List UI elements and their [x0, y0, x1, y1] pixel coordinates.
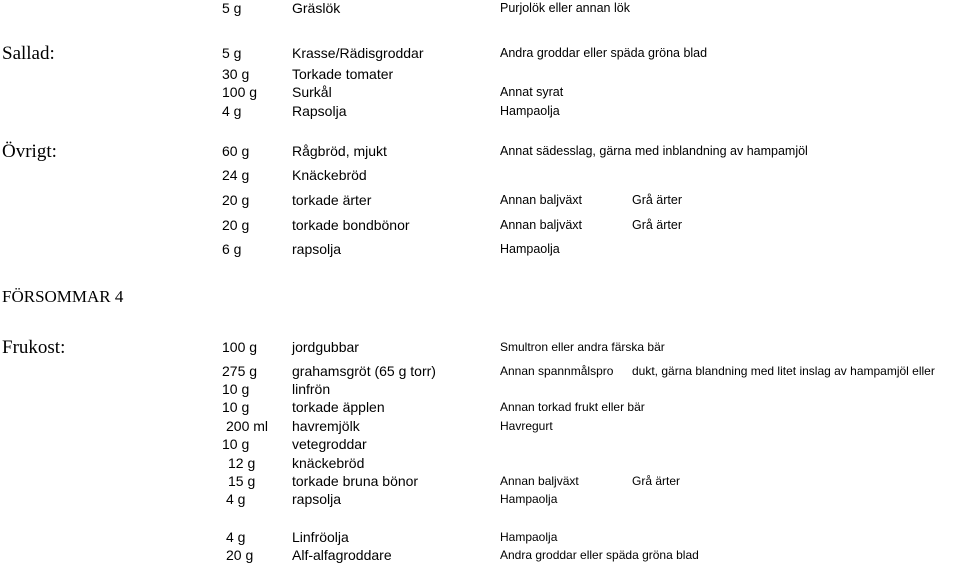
table-row	[0, 379, 960, 399]
alternative: Annan torkad frukt eller bär	[500, 400, 645, 414]
table-row	[0, 141, 960, 161]
table-row	[0, 337, 960, 357]
ingredient-name: rapsolja	[292, 241, 342, 257]
alternative: Annat syrat	[500, 85, 564, 99]
alternative: Hampaolja	[500, 530, 558, 544]
ingredient-name: torkade äpplen	[292, 399, 385, 415]
table-row	[0, 527, 960, 547]
quantity: 10 g	[222, 399, 250, 415]
ingredient-name: torkade ärter	[292, 192, 372, 208]
alternative-2: Grå ärter	[632, 218, 683, 232]
ingredient-name: vetegroddar	[292, 436, 367, 452]
alternative: Andra groddar eller späda gröna blad	[500, 46, 708, 60]
alternative-2: Grå ärter	[632, 193, 683, 207]
quantity: 60 g	[222, 143, 250, 159]
table-row	[0, 101, 960, 121]
section-label: Frukost:	[2, 337, 66, 358]
quantity: 5 g	[222, 0, 242, 16]
alternative: Annan baljväxt	[500, 474, 579, 488]
ingredient-name: Knäckebröd	[292, 167, 367, 183]
table-row	[0, 397, 960, 417]
table-row	[0, 64, 960, 84]
ingredient-name: knäckebröd	[292, 455, 365, 471]
quantity: 20 g	[222, 217, 250, 233]
quantity: 20 g	[222, 192, 250, 208]
alternative: Annan baljväxt	[500, 193, 583, 207]
ingredient-name: torkade bruna bönor	[292, 473, 419, 489]
quantity: 20 g	[226, 547, 254, 563]
quantity: 6 g	[222, 241, 242, 257]
season-heading: FÖRSOMMAR 4	[2, 287, 124, 306]
quantity: 100 g	[222, 84, 258, 100]
quantity: 100 g	[222, 339, 258, 355]
ingredient-name: jordgubbar	[292, 339, 359, 355]
alternative-2: dukt, gärna blandning med litet inslag av hampamjöl eller	[632, 364, 935, 378]
table-row	[0, 434, 960, 454]
quantity: 200 ml	[226, 418, 269, 434]
ingredient-name: Surkål	[292, 84, 332, 100]
table-row	[0, 453, 960, 473]
alternative: Hampaolja	[500, 492, 558, 506]
section-label: Övrigt:	[2, 141, 57, 162]
alternative: Andra groddar eller späda gröna blad	[500, 548, 699, 562]
quantity: 10 g	[222, 436, 250, 452]
table-row	[0, 43, 960, 63]
table-row	[0, 0, 960, 18]
table-row	[0, 190, 960, 210]
alternative: Hampaolja	[500, 242, 560, 256]
quantity: 24 g	[222, 167, 250, 183]
ingredient-name: Linfröolja	[292, 529, 349, 545]
ingredient-name: grahamsgröt (65 g torr)	[292, 363, 436, 379]
table-row	[0, 361, 960, 381]
ingredient-name: havremjölk	[292, 418, 360, 434]
quantity: 4 g	[226, 491, 246, 507]
table-row	[0, 215, 960, 235]
quantity: 30 g	[222, 66, 250, 82]
ingredient-name: torkade bondbönor	[292, 217, 410, 233]
ingredient-name: Alf-alfagroddare	[292, 547, 392, 563]
ingredient-name: Torkade tomater	[292, 66, 394, 82]
table-row	[0, 82, 960, 102]
alternative: Annan baljväxt	[500, 218, 583, 232]
ingredient-name: Rågbröd, mjukt	[292, 143, 387, 159]
quantity: 4 g	[222, 103, 242, 119]
table-row	[0, 545, 960, 565]
ingredient-name: Gräslök	[292, 0, 341, 16]
table-row	[0, 489, 960, 509]
alternative: Annan spannmålspro	[500, 364, 614, 378]
ingredient-name: rapsolja	[292, 491, 342, 507]
alternative: Havregurt	[500, 419, 553, 433]
quantity: 275 g	[222, 363, 258, 379]
quantity: 12 g	[228, 455, 256, 471]
table-row	[0, 165, 960, 185]
alternative: Smultron eller andra färska bär	[500, 340, 665, 354]
table-row	[0, 416, 960, 436]
table-row	[0, 239, 960, 259]
quantity: 5 g	[222, 45, 242, 61]
ingredient-name: Krasse/Rädisgroddar	[292, 45, 424, 61]
alternative: Purjolök eller annan lök	[500, 1, 630, 15]
quantity: 15 g	[228, 473, 256, 489]
alternative: Annat sädesslag, gärna med inblandning av hampamjöl	[500, 144, 808, 158]
quantity: 4 g	[226, 529, 246, 545]
ingredient-name: Rapsolja	[292, 103, 347, 119]
alternative: Hampaolja	[500, 104, 560, 118]
quantity: 10 g	[222, 381, 250, 397]
alternative-2: Grå ärter	[632, 474, 681, 488]
section-label: Sallad:	[2, 43, 55, 64]
table-row	[0, 471, 960, 491]
ingredient-name: linfrön	[292, 381, 331, 397]
